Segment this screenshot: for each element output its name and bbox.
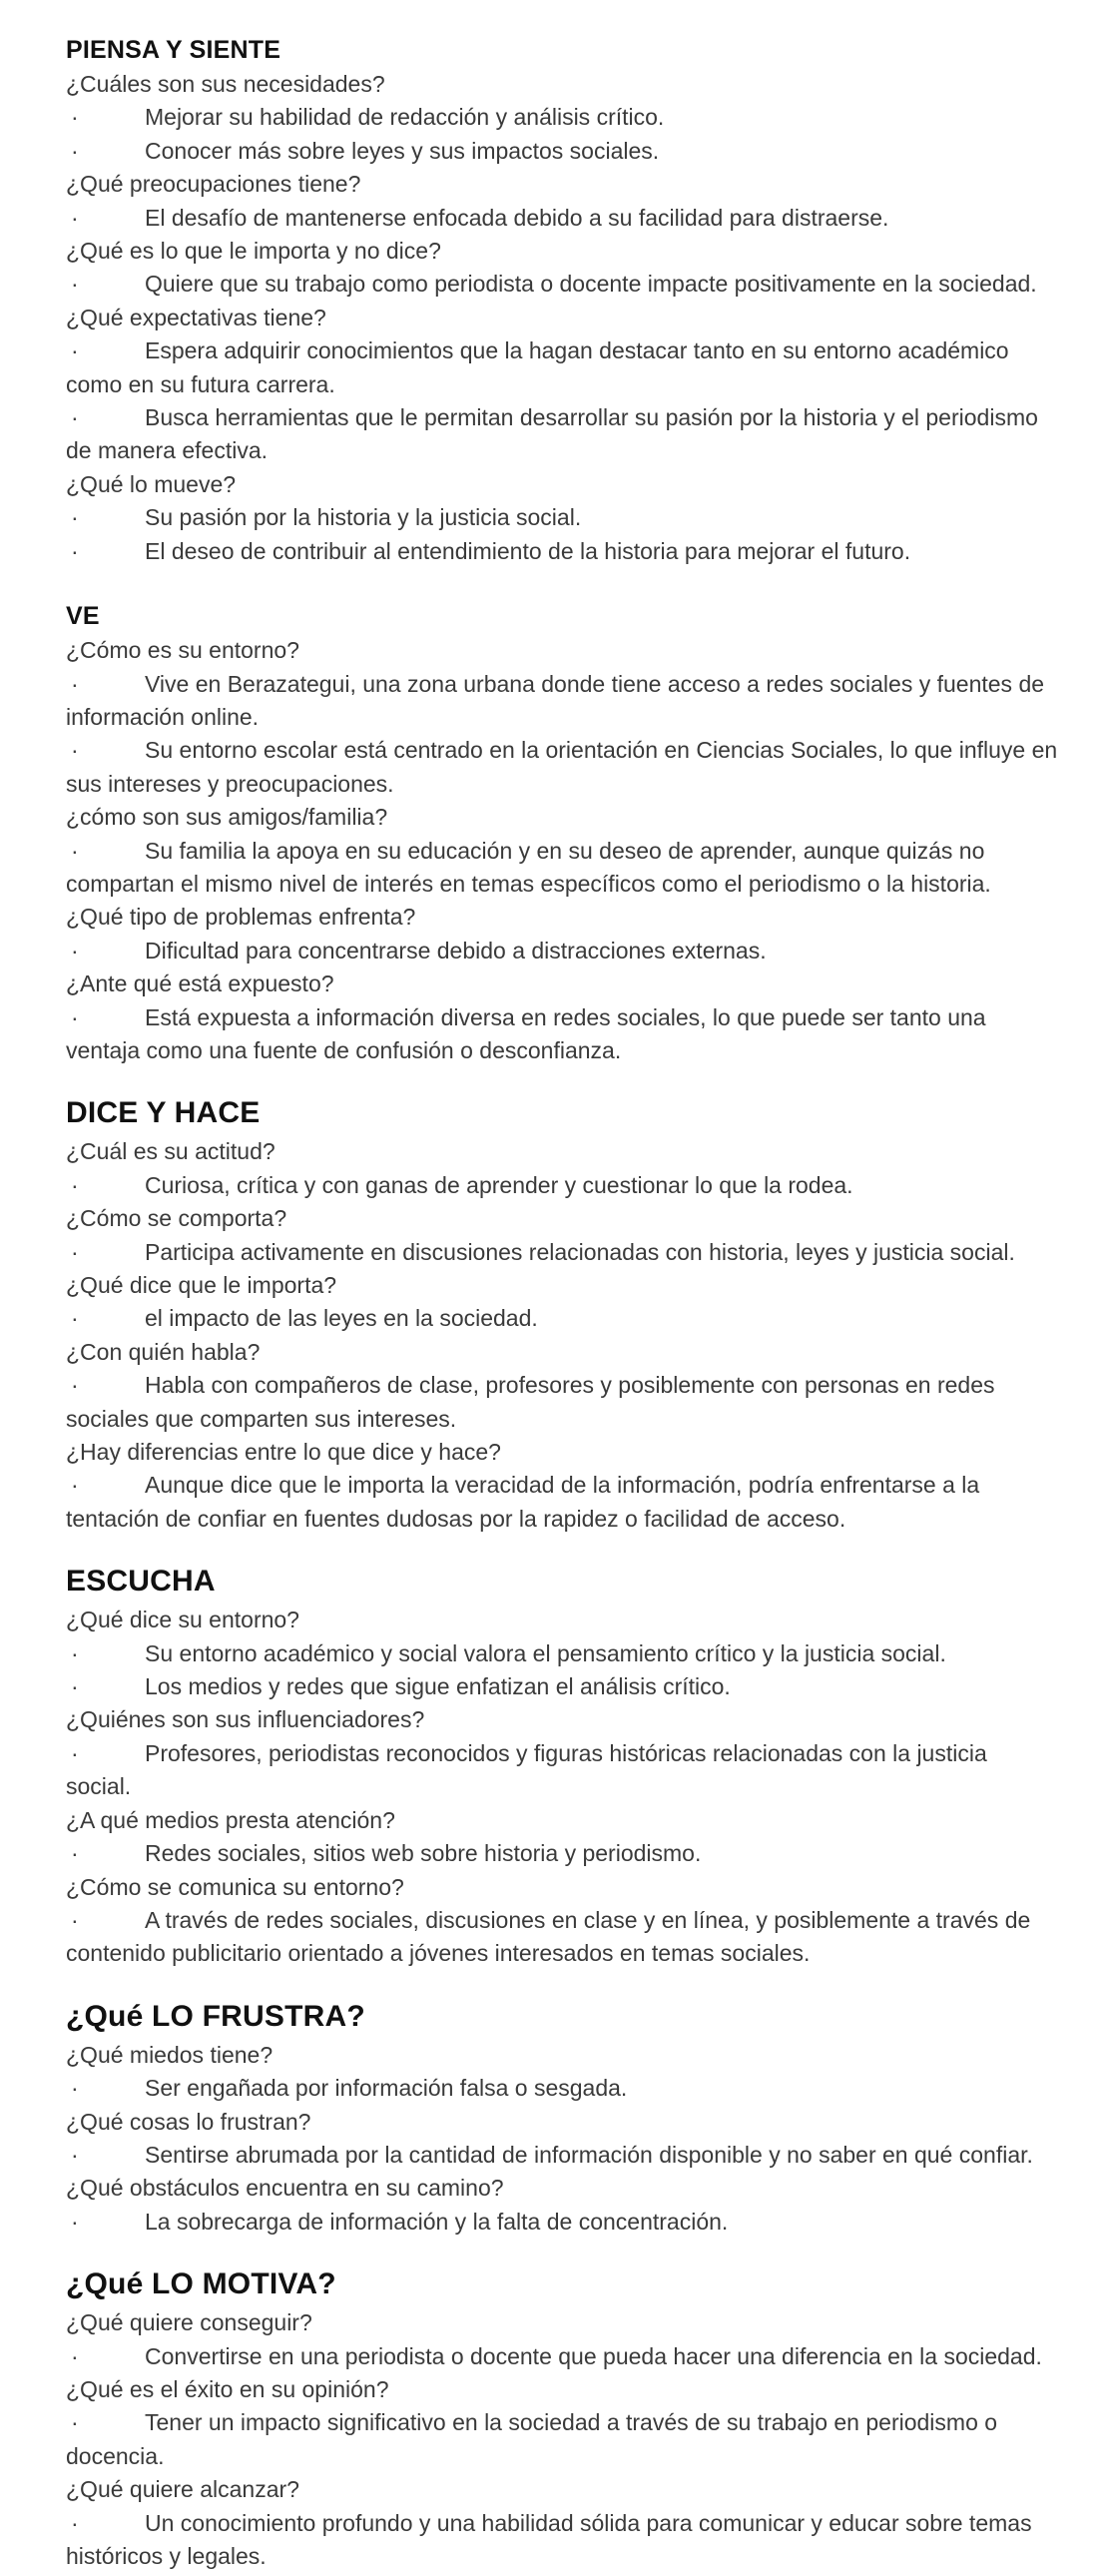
bullet-text: Participa activamente en discusiones relacionadas con historia, leyes y justicia social.: [145, 1238, 1015, 1265]
bullet-item: [66, 135, 1058, 168]
bullet-text: A través de redes sociales, discusiones en clase y en línea, y posiblemente a través de contenido publicitario orientado a jóvenes interesados en temas sociales.: [66, 1906, 1031, 1967]
bullet-dot: ·: [71, 1305, 79, 1332]
bullet-item: [66, 835, 1058, 902]
question-line: [66, 235, 1058, 268]
bullet-text: Está expuesta a información diversa en redes sociales, lo que puede ser tanto una ventaja como una fuente de confusión o desconfianza.: [66, 1003, 986, 1063]
question-line: [66, 967, 1058, 1000]
bullet-text: El desafío de mantenerse enfocada debido a su facilidad para distraerse.: [145, 204, 889, 231]
bullet-item: [66, 1670, 1058, 1703]
bullet-item: [66, 334, 1058, 401]
bullet-text: Habla con compañeros de clase, profesores y posiblemente con personas en redes sociales que comparten sus intereses.: [66, 1372, 995, 1432]
question-text: ¿cómo son sus amigos/familia?: [66, 804, 388, 831]
bullet-item: [66, 734, 1058, 801]
bullet-item: [66, 501, 1058, 534]
bullet-dot: ·: [71, 2509, 79, 2536]
bullet-text: Vive en Berazategui, una zona urbana donde tiene acceso a redes sociales y fuentes de información online.: [66, 670, 1045, 730]
bullet-text: Sentirse abrumada por la cantidad de información disponible y no saber en qué confiar.: [145, 2141, 1033, 2168]
bullet-item: [66, 1737, 1058, 1804]
section-title-que-lo-motiva: ¿Qué LO MOTIVA?: [66, 2267, 336, 2301]
bullet-text: Ser engañada por información falsa o sesgada.: [145, 2075, 628, 2102]
bullet-dot: ·: [71, 1171, 79, 1198]
bullet-dot: ·: [71, 1739, 79, 1766]
bullet-dot: ·: [71, 2342, 79, 2369]
question-line: [66, 468, 1058, 501]
question-line: [66, 1269, 1058, 1302]
bullet-dot: ·: [71, 1639, 79, 1666]
question-line: [66, 68, 1058, 101]
question-text: ¿Qué preocupaciones tiene?: [66, 171, 361, 198]
bullet-text: Curiosa, crítica y con ganas de aprender y cuestionar lo que la rodea.: [145, 1171, 853, 1198]
question-text: ¿A qué medios presta atención?: [66, 1806, 395, 1833]
section-title-dice-y-hace: DICE Y HACE: [66, 1096, 261, 1130]
question-line: [66, 1804, 1058, 1837]
bullet-text: Espera adquirir conocimientos que la hagan destacar tanto en su entorno académico como en su futura carrera.: [66, 337, 1009, 397]
bullet-item: [66, 1169, 1058, 1202]
bullet-text: Quiere que su trabajo como periodista o docente impacte positivamente en la sociedad.: [145, 271, 1037, 298]
bullet-item: [66, 1469, 1058, 1536]
bullet-item: [66, 1904, 1058, 1971]
question-line: [66, 2306, 1058, 2339]
bullet-text: Su entorno académico y social valora el pensamiento crítico y la justicia social.: [145, 1639, 946, 1666]
bullet-item: [66, 2340, 1058, 2373]
bullet-dot: ·: [71, 204, 79, 231]
bullet-item: [66, 2139, 1058, 2172]
bullet-item: [66, 268, 1058, 301]
bullet-item: [66, 202, 1058, 235]
question-text: ¿Con quién habla?: [66, 1338, 261, 1365]
question-text: ¿Ante qué está expuesto?: [66, 970, 334, 997]
question-text: ¿Cómo se comunica su entorno?: [66, 1873, 404, 1900]
bullet-item: [66, 101, 1058, 134]
section-escucha: [66, 1560, 1058, 1970]
bullet-text: Profesores, periodistas reconocidos y figuras históricas relacionadas con la justicia social.: [66, 1739, 987, 1800]
bullet-dot: ·: [71, 1906, 79, 1933]
bullet-dot: ·: [71, 2141, 79, 2168]
bullet-text: Convertirse en una periodista o docente que pueda hacer una diferencia en la sociedad.: [145, 2342, 1042, 2369]
section-title-piensa-y-siente: PIENSA Y SIENTE: [66, 36, 281, 64]
question-text: ¿Qué es lo que le importa y no dice?: [66, 238, 441, 265]
bullet-item: [66, 2406, 1058, 2473]
question-line: [66, 1436, 1058, 1469]
bullet-text: Conocer más sobre leyes y sus impactos sociales.: [145, 137, 660, 164]
section-ve: [66, 598, 1058, 1067]
bullet-item: [66, 1001, 1058, 1068]
question-line: [66, 2473, 1058, 2506]
question-line: [66, 801, 1058, 834]
bullet-text: Tener un impacto significativo en la sociedad a través de su trabajo en periodismo o docencia.: [66, 2409, 998, 2469]
section-title-que-lo-frustra: ¿Qué LO FRUSTRA?: [66, 1999, 365, 2033]
bullet-dot: ·: [71, 1372, 79, 1399]
question-text: ¿Cómo es su entorno?: [66, 637, 299, 664]
question-line: [66, 1604, 1058, 1636]
bullet-dot: ·: [71, 1238, 79, 1265]
question-line: [66, 1703, 1058, 1736]
question-text: ¿Cuál es su actitud?: [66, 1138, 276, 1165]
bullet-dot: ·: [71, 1472, 79, 1499]
bullet-dot: ·: [71, 104, 79, 131]
question-line: [66, 2172, 1058, 2205]
bullet-dot: ·: [71, 1673, 79, 1700]
question-text: ¿Cómo se comporta?: [66, 1205, 287, 1232]
bullet-text: Mejorar su habilidad de redacción y análisis crítico.: [145, 104, 665, 131]
bullet-text: Los medios y redes que sigue enfatizan el análisis crítico.: [145, 1673, 731, 1700]
bullet-dot: ·: [71, 404, 79, 431]
bullet-item: [66, 2072, 1058, 2105]
bullet-dot: ·: [71, 1003, 79, 1030]
bullet-text: Un conocimiento profundo y una habilidad sólida para comunicar y educar sobre temas históricos y legales.: [66, 2509, 1032, 2569]
bullet-dot: ·: [71, 1840, 79, 1867]
question-text: ¿Qué lo mueve?: [66, 470, 237, 497]
bullet-dot: ·: [71, 2075, 79, 2102]
question-text: ¿Qué dice que le importa?: [66, 1272, 337, 1298]
question-line: [66, 2373, 1058, 2406]
bullet-text: Dificultad para concentrarse debido a distracciones externas.: [145, 937, 767, 964]
section-title-escucha: ESCUCHA: [66, 1565, 216, 1599]
bullet-item: [66, 2507, 1058, 2574]
bullet-item: [66, 1369, 1058, 1436]
bullet-dot: ·: [71, 504, 79, 531]
question-line: [66, 302, 1058, 334]
question-text: ¿Qué miedos tiene?: [66, 2041, 274, 2068]
section-dice-y-hace: [66, 1091, 1058, 1536]
question-line: [66, 1135, 1058, 1168]
question-text: ¿Qué dice su entorno?: [66, 1607, 299, 1633]
question-line: [66, 2039, 1058, 2072]
section-que-lo-frustra: [66, 1995, 1058, 2239]
bullet-dot: ·: [71, 537, 79, 564]
question-text: ¿Hay diferencias entre lo que dice y hace?: [66, 1439, 501, 1466]
question-line: [66, 1336, 1058, 1369]
question-line: [66, 634, 1058, 667]
question-text: ¿Qué quiere alcanzar?: [66, 2476, 299, 2503]
question-text: ¿Qué tipo de problemas enfrenta?: [66, 904, 416, 931]
question-text: ¿Qué es el éxito en su opinión?: [66, 2375, 389, 2402]
bullet-item: [66, 401, 1058, 468]
question-text: ¿Cuáles son sus necesidades?: [66, 71, 385, 97]
bullet-text: El deseo de contribuir al entendimiento de la historia para mejorar el futuro.: [145, 537, 911, 564]
section-piensa-y-siente: [66, 32, 1058, 568]
question-text: ¿Qué obstáculos encuentra en su camino?: [66, 2175, 504, 2202]
bullet-dot: ·: [71, 737, 79, 764]
bullet-item: [66, 2206, 1058, 2239]
question-line: [66, 901, 1058, 934]
bullet-dot: ·: [71, 2208, 79, 2235]
question-text: ¿Quiénes son sus influenciadores?: [66, 1706, 425, 1733]
question-line: [66, 2106, 1058, 2139]
bullet-text: Su pasión por la historia y la justicia social.: [145, 504, 582, 531]
bullet-item: [66, 668, 1058, 735]
bullet-text: Su entorno escolar está centrado en la orientación en Ciencias Sociales, lo que influye en sus intereses y preocupaciones.: [66, 737, 1058, 797]
question-line: [66, 168, 1058, 201]
question-text: ¿Qué expectativas tiene?: [66, 304, 326, 330]
section-que-lo-motiva: [66, 2262, 1058, 2573]
question-line: [66, 1871, 1058, 1904]
bullet-dot: ·: [71, 271, 79, 298]
bullet-item: [66, 1837, 1058, 1870]
bullet-item: [66, 1302, 1058, 1335]
bullet-text: Su familia la apoya en su educación y en su deseo de aprender, aunque quizás no compartan el mismo nivel de interés en temas específicos como el periodismo o la historia.: [66, 837, 991, 897]
bullet-dot: ·: [71, 337, 79, 364]
bullet-text: Aunque dice que le importa la veracidad de la información, podría enfrentarse a la tentación de confiar en fuentes dudosas por la rapidez o facilidad de acceso.: [66, 1472, 980, 1532]
question-line: [66, 1202, 1058, 1235]
bullet-dot: ·: [71, 937, 79, 964]
question-text: ¿Qué cosas lo frustran?: [66, 2108, 311, 2135]
bullet-item: [66, 1236, 1058, 1269]
bullet-dot: ·: [71, 670, 79, 697]
bullet-item: [66, 535, 1058, 568]
bullet-dot: ·: [71, 837, 79, 864]
bullet-item: [66, 935, 1058, 967]
bullet-dot: ·: [71, 2409, 79, 2436]
bullet-text: el impacto de las leyes en la sociedad.: [145, 1305, 538, 1332]
bullet-text: Redes sociales, sitios web sobre historia y periodismo.: [145, 1840, 702, 1867]
section-title-ve: VE: [66, 602, 100, 631]
bullet-dot: ·: [71, 137, 79, 164]
bullet-text: La sobrecarga de información y la falta de concentración.: [145, 2208, 729, 2235]
bullet-item: [66, 1637, 1058, 1670]
bullet-text: Busca herramientas que le permitan desarrollar su pasión por la historia y el periodismo de manera efectiva.: [66, 404, 1038, 464]
question-text: ¿Qué quiere conseguir?: [66, 2309, 312, 2336]
